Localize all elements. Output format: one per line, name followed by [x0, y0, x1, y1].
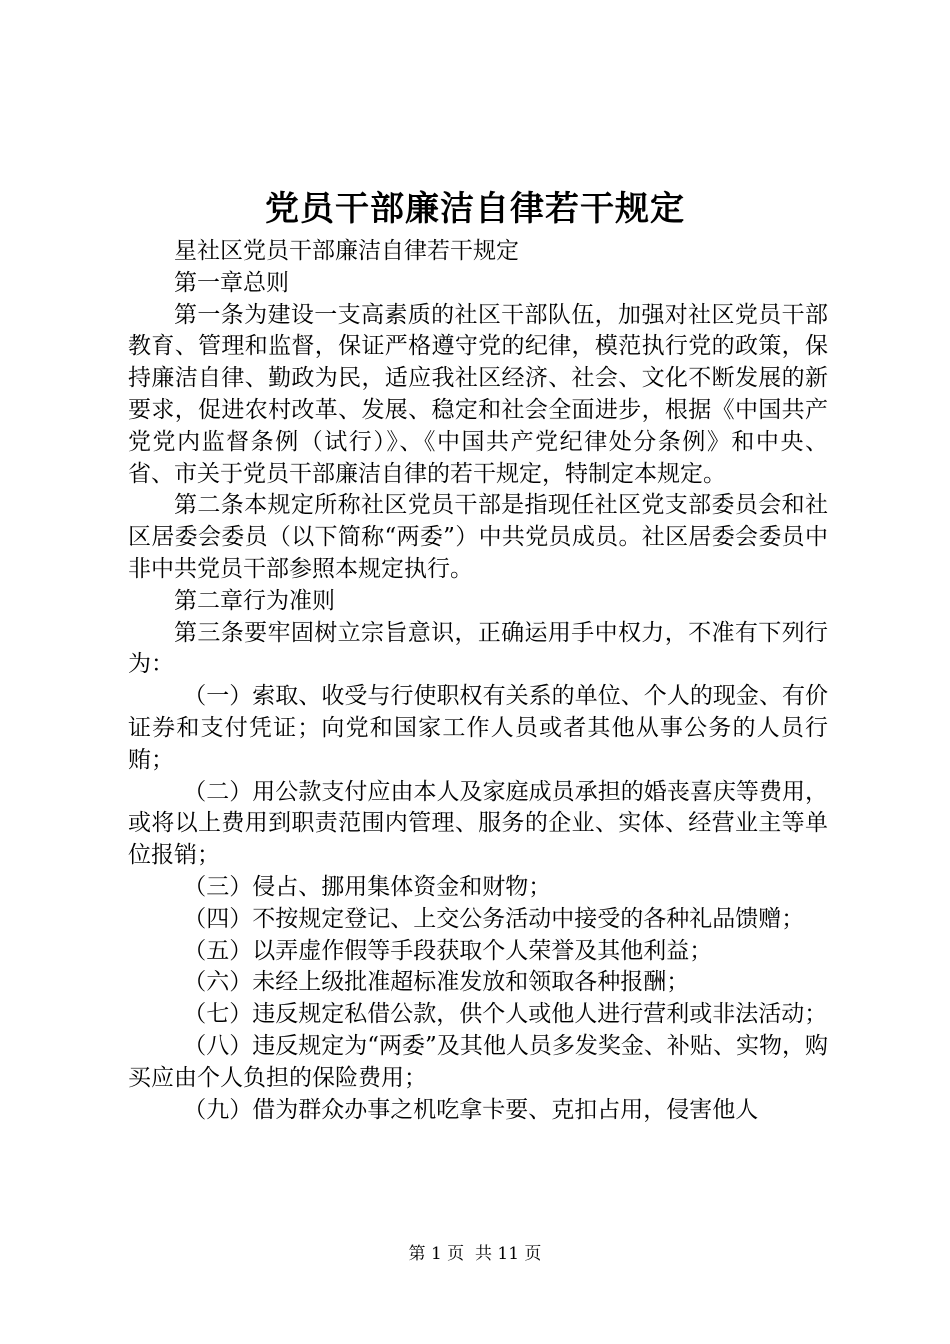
article-paragraph: 第二条本规定所称社区党员干部是指现任社区党支部委员会和社区居委会委员（以下简称“两委”）中共党员成员。社区居委会委员中非中共党员干部参照本规定执行。 [128, 492, 828, 582]
list-item: （一）索取、收受与行使职权有关系的单位、个人的现金、有价证券和支付凭证；向党和国家工作人员或者其他从事公务的人员行贿； [128, 683, 828, 773]
list-item: （二）用公款支付应由本人及家庭成员承担的婚丧喜庆等费用，或将以上费用到职责范围内管理、服务的企业、实体、经营业主等单位报销； [128, 778, 828, 869]
article-paragraph: 第三条要牢固树立宗旨意识，正确运用手中权力，不准有下列行为： [128, 619, 828, 678]
chapter-heading: 第二章行为准则 [174, 587, 335, 614]
document-subtitle: 星社区党员干部廉洁自律若干规定 [174, 238, 519, 264]
list-item: （三）侵占、挪用集体资金和财物； [183, 873, 552, 900]
list-item: （四）不按规定登记、上交公务活动中接受的各种礼品馈赠； [183, 905, 805, 932]
page-number: 第 1 页 [408, 1244, 465, 1264]
chapter-heading: 第一章总则 [174, 269, 289, 296]
page-footer [0, 1242, 950, 1266]
article-paragraph: 第一条为建设一支高素质的社区干部队伍，加强对社区党员干部教育、管理和监督，保证严格遵守党的纪律，模范执行党的政策，保持廉洁自律、勤政为民，适应我社区经济、社会、文化不断发展的新要求，促进农村改革、发展、稳定和社会全面进步，根据《中国共产党党内监督条例（试行）》、《中国共产党纪律处分条例》和中央、省、市关于党员干部廉洁自律的若干规定，特制定本规定。 [128, 301, 828, 487]
list-item: （九）借为群众办事之机吃拿卡要、克扣占用，侵害他人 [183, 1096, 759, 1123]
document-body [128, 236, 828, 1126]
list-item: （八）违反规定为“两委”及其他人员多发奖金、补贴、实物，购买应由个人负担的保险费用； [128, 1032, 828, 1091]
page-total: 共 11 页 [474, 1244, 542, 1264]
document-title: 党员干部廉洁自律若干规定 [265, 189, 685, 229]
list-item: （六）未经上级批准超标准发放和领取各种报酬； [183, 969, 690, 996]
list-item: （五）以弄虚作假等手段获取个人荣誉及其他利益； [183, 937, 713, 964]
list-item: （七）违反规定私借公款，供个人或他人进行营利或非法活动； [183, 1001, 828, 1028]
